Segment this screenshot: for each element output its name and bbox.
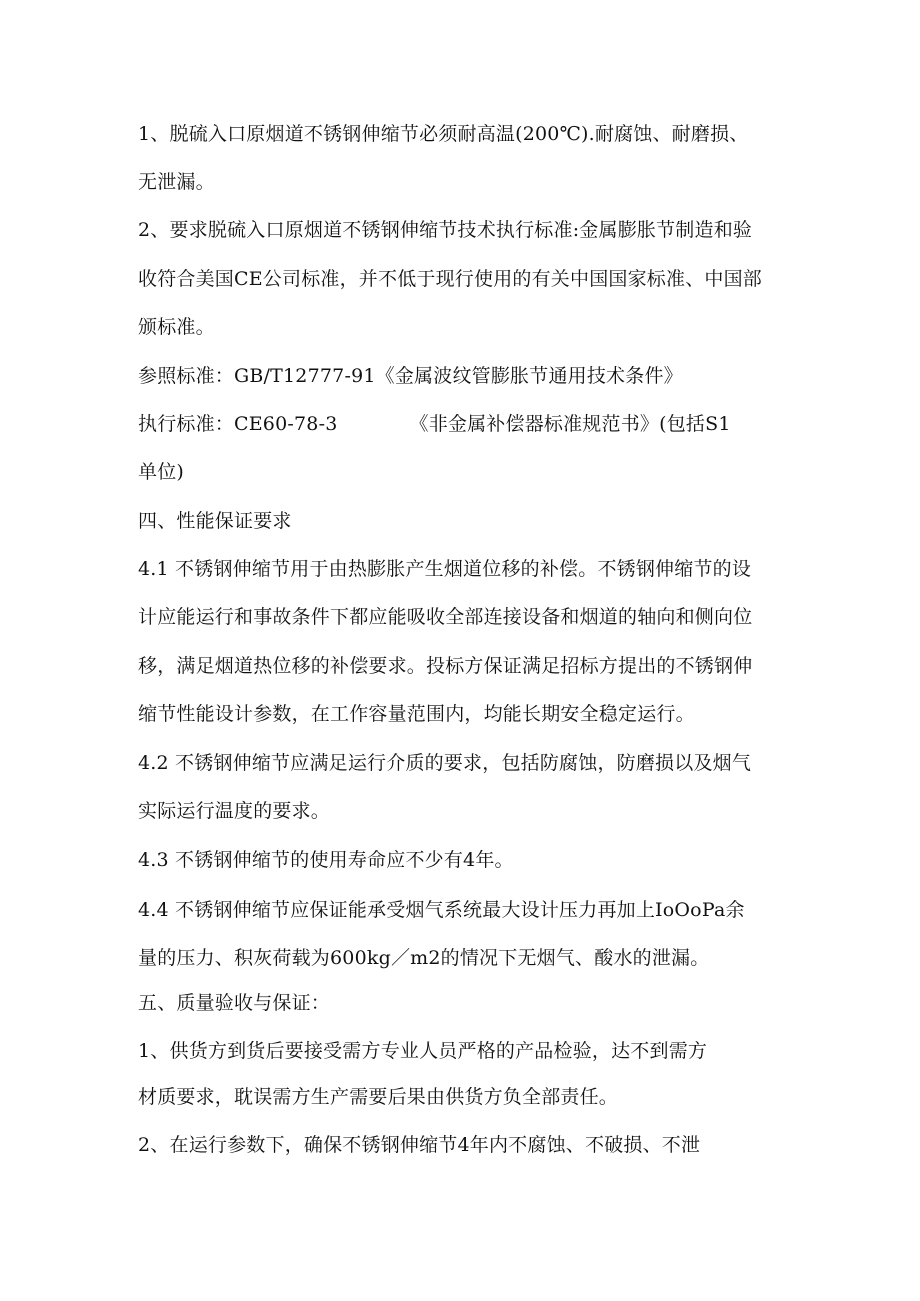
paragraph-line: 单位)	[138, 461, 185, 483]
paragraph-line: 材质要求，耽误需方生产需要后果由供货方负全部责任。	[138, 1086, 619, 1108]
section-heading: 五、质量验收与保证：	[138, 992, 331, 1014]
paragraph-line: 无泄漏。	[138, 171, 215, 193]
paragraph-line: 缩节性能设计参数，在工作容量范围内，均能长期安全稳定运行。	[138, 703, 695, 725]
paragraph-line: 收符合美国CE公司标准，并不低于现行使用的有关中国国家标准、中国部	[138, 268, 763, 290]
paragraph-line: 4.4 不锈钢伸缩节应保证能承受烟气系统最大设计压力再加上IoOoPa余	[138, 899, 745, 921]
execution-standard-title: 《非金属补偿器标准规范书》(包括S1	[409, 413, 731, 435]
paragraph-line: 2、要求脱硫入口原烟道不锈钢伸缩节技术执行标准:金属膨胀节制造和验	[138, 219, 753, 241]
paragraph-line: 4.1 不锈钢伸缩节用于由热膨胀产生烟道位移的补偿。不锈钢伸缩节的设	[138, 558, 752, 580]
paragraph-line: 实际运行温度的要求。	[138, 800, 331, 822]
execution-standard-label: 执行标准：CE60-78-3	[138, 413, 338, 435]
reference-standard-line: 参照标准：GB/T12777-91《金属波纹管膨胀节通用技术条件》	[138, 365, 683, 387]
execution-standard-line	[138, 412, 731, 436]
paragraph-line: 1、脱硫入口原烟道不锈钢伸缩节必须耐高温(200℃).耐腐蚀、耐磨损、	[138, 123, 749, 145]
paragraph-line: 4.2 不锈钢伸缩节应满足运行介质的要求，包括防腐蚀，防磨损以及烟气	[138, 752, 752, 774]
paragraph-line: 计应能运行和事故条件下都应能吸收全部连接设备和烟道的轴向和侧向位	[138, 606, 753, 628]
paragraph-line: 量的压力、积灰荷载为600kg／m2的情况下无烟气、酸水的泄漏。	[138, 947, 710, 969]
paragraph-line: 移，满足烟道热位移的补偿要求。投标方保证满足招标方提出的不锈钢伸	[138, 655, 753, 677]
section-heading: 四、性能保证要求	[138, 510, 292, 532]
paragraph-line: 4.3 不锈钢伸缩节的使用寿命应不少有4年。	[138, 849, 514, 871]
paragraph-line: 2、在运行参数下，确保不锈钢伸缩节4年内不腐蚀、不破损、不泄	[138, 1134, 701, 1156]
paragraph-line: 颁标准。	[138, 316, 215, 338]
paragraph-line: 1、供货方到货后要接受需方专业人员严格的产品检验，达不到需方	[138, 1040, 708, 1062]
